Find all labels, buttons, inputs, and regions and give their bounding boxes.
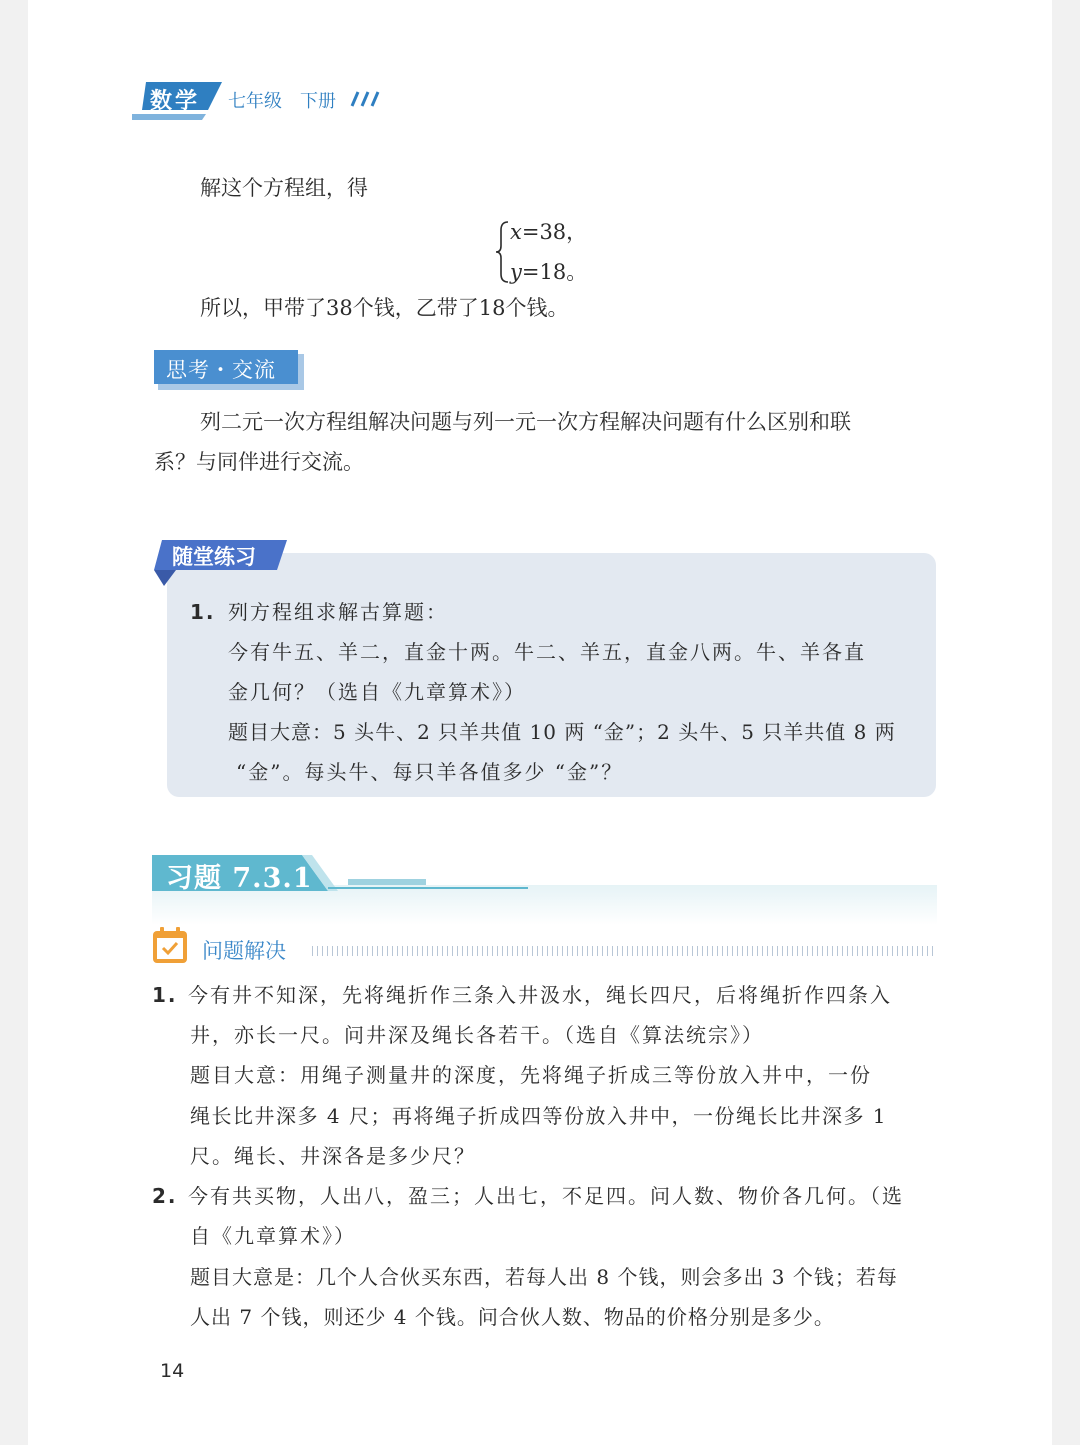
problem-solving-label: 问题解决 xyxy=(202,939,286,963)
q1-number: 1. xyxy=(152,983,178,1007)
practice-item-number: 1. xyxy=(190,600,216,624)
page-number: 14 xyxy=(160,1360,185,1382)
q1-line-5: 尺。绳长、井深各是多少尺？ xyxy=(190,1144,476,1168)
solution-conclusion: 所以，甲带了38个钱，乙带了18个钱。 xyxy=(200,296,569,320)
q1-line-2: 井，亦长一尺。问井深及绳长各若干。（选自《算法统宗》） xyxy=(190,1023,764,1047)
equation-y: y=18。 xyxy=(510,260,588,284)
homework-label: 习题 7.3.1 xyxy=(166,863,313,894)
practice-line-1: 今有牛五、羊二，直金十两。牛二、羊五，直金八两。牛、羊各直 xyxy=(228,640,866,664)
q2-line-2: 自《九章算术》） xyxy=(190,1224,356,1248)
equation-brace xyxy=(495,220,511,284)
q2-line-3: 题目大意是：几个人合伙买东西，若每人出 8 个钱，则会多出 3 个钱；若每 xyxy=(190,1265,898,1289)
grade-label: 七年级 xyxy=(228,91,282,112)
think-discuss-label: 思考・交流 xyxy=(166,358,276,382)
subject-label: 数学 xyxy=(150,89,201,114)
header-slash-decoration xyxy=(344,90,380,108)
q2-line-4: 人出 7 个钱，则还少 4 个钱。问合伙人数、物品的价格分别是多少。 xyxy=(190,1305,835,1329)
dotted-divider xyxy=(312,946,937,956)
think-line-2: 系？与同伴进行交流。 xyxy=(154,450,364,474)
q2-line-1: 今有共买物，人出八，盈三；人出七，不足四。问人数、物价各几何。（选 xyxy=(188,1184,904,1208)
practice-line-3: 题目大意：5 头牛、2 只羊共值 10 两 “金”；2 头牛、5 只羊共值 8 两 xyxy=(228,720,896,744)
think-line-1: 列二元一次方程组解决问题与列一元一次方程解决问题有什么区别和联 xyxy=(200,410,851,434)
q1-line-4: 绳长比井深多 4 尺；再将绳子折成四等份放入井中，一份绳长比井深多 1 xyxy=(190,1104,888,1128)
practice-label: 随堂练习 xyxy=(172,545,256,569)
practice-line-2: 金几何？（选自《九章算术》） xyxy=(228,680,526,704)
practice-title: 列方程组求解古算题： xyxy=(228,600,448,624)
q2-number: 2. xyxy=(152,1184,178,1208)
solution-intro: 解这个方程组，得 xyxy=(200,176,368,200)
q1-line-1: 今有井不知深，先将绳折作三条入井汲水，绳长四尺，后将绳折作四条入 xyxy=(188,983,892,1007)
q1-line-3: 题目大意：用绳子测量井的深度，先将绳子折成三等份放入井中，一份 xyxy=(190,1063,872,1087)
equation-x: x=38， xyxy=(510,220,588,244)
calendar-check-icon xyxy=(152,926,188,964)
practice-line-4: “金”。每头牛、每只羊各值多少 “金”？ xyxy=(236,760,624,784)
volume-label: 下册 xyxy=(300,91,336,112)
